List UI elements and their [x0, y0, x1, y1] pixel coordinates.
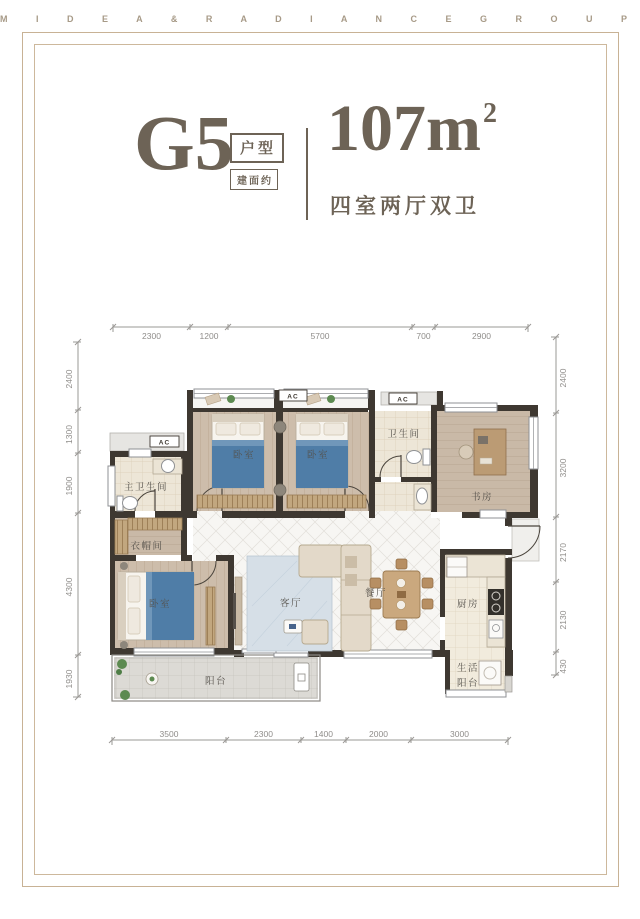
washer: [479, 661, 501, 685]
dim-value: 1300: [64, 425, 74, 444]
label-balcony: 阳台: [204, 676, 228, 687]
label-study: 书房: [470, 492, 494, 503]
label-bedroom-b: 卧室: [306, 450, 330, 461]
label-cloakroom: 衣帽间: [130, 541, 164, 552]
label-living: 客厅: [279, 598, 303, 609]
built-area-tag: 建面约: [230, 169, 278, 190]
sofa: [247, 545, 371, 651]
dim-value: 2400: [558, 368, 568, 388]
dim-value: 2170: [558, 543, 568, 562]
dim-value: 2300: [142, 331, 161, 341]
dim-value: 3000: [450, 729, 469, 739]
ac-plaque-label: AC: [287, 393, 299, 401]
dim-value: 2300: [254, 729, 273, 739]
dim-value: 2900: [472, 331, 491, 341]
dim-value: 2000: [369, 729, 388, 739]
label-bedroom-a: 卧室: [232, 450, 256, 461]
dim-value: 1200: [199, 331, 219, 341]
dim-value: 700: [416, 331, 431, 341]
dim-value: 2400: [64, 369, 74, 389]
dim-value: 1400: [314, 729, 333, 739]
label-bathroom: 卫生间: [387, 429, 421, 440]
unit-code: G5: [134, 99, 234, 186]
dim-value: 3500: [159, 729, 179, 739]
dim-value: 4300: [64, 577, 74, 597]
dim-value: 2130: [558, 610, 568, 630]
dim-value: 1900: [64, 476, 74, 496]
label-service-balcony-2: 阳台: [456, 678, 480, 689]
label-bedroom-sw: 卧室: [148, 599, 172, 610]
label-dining: 餐厅: [364, 588, 388, 599]
dim-value: 5700: [310, 331, 330, 341]
unit-tags: [230, 133, 300, 190]
label-service-balcony-1: 生活: [456, 663, 480, 674]
label-kitchen: 厨房: [456, 599, 480, 610]
layout-subtitle: 四室两厅双卫: [330, 195, 480, 218]
area-superscript: 2: [482, 98, 497, 129]
brand-wordmark: M I D E A & R A D I A N C E G R O U P: [0, 14, 640, 24]
label-master-bath: 主卫生间: [123, 482, 169, 493]
dim-value: 1930: [64, 669, 74, 689]
floorplan: [52, 312, 582, 762]
area-value: $107m^2$: [327, 92, 497, 165]
ac-plaque-label: AC: [397, 396, 409, 404]
unit-type-tag: 户型: [230, 133, 284, 163]
ac-plaque-label: AC: [158, 439, 171, 447]
title-divider: [306, 128, 308, 220]
title-block: [0, 0, 640, 260]
dim-value: 3200: [558, 458, 568, 478]
dim-value: 430: [558, 659, 568, 674]
